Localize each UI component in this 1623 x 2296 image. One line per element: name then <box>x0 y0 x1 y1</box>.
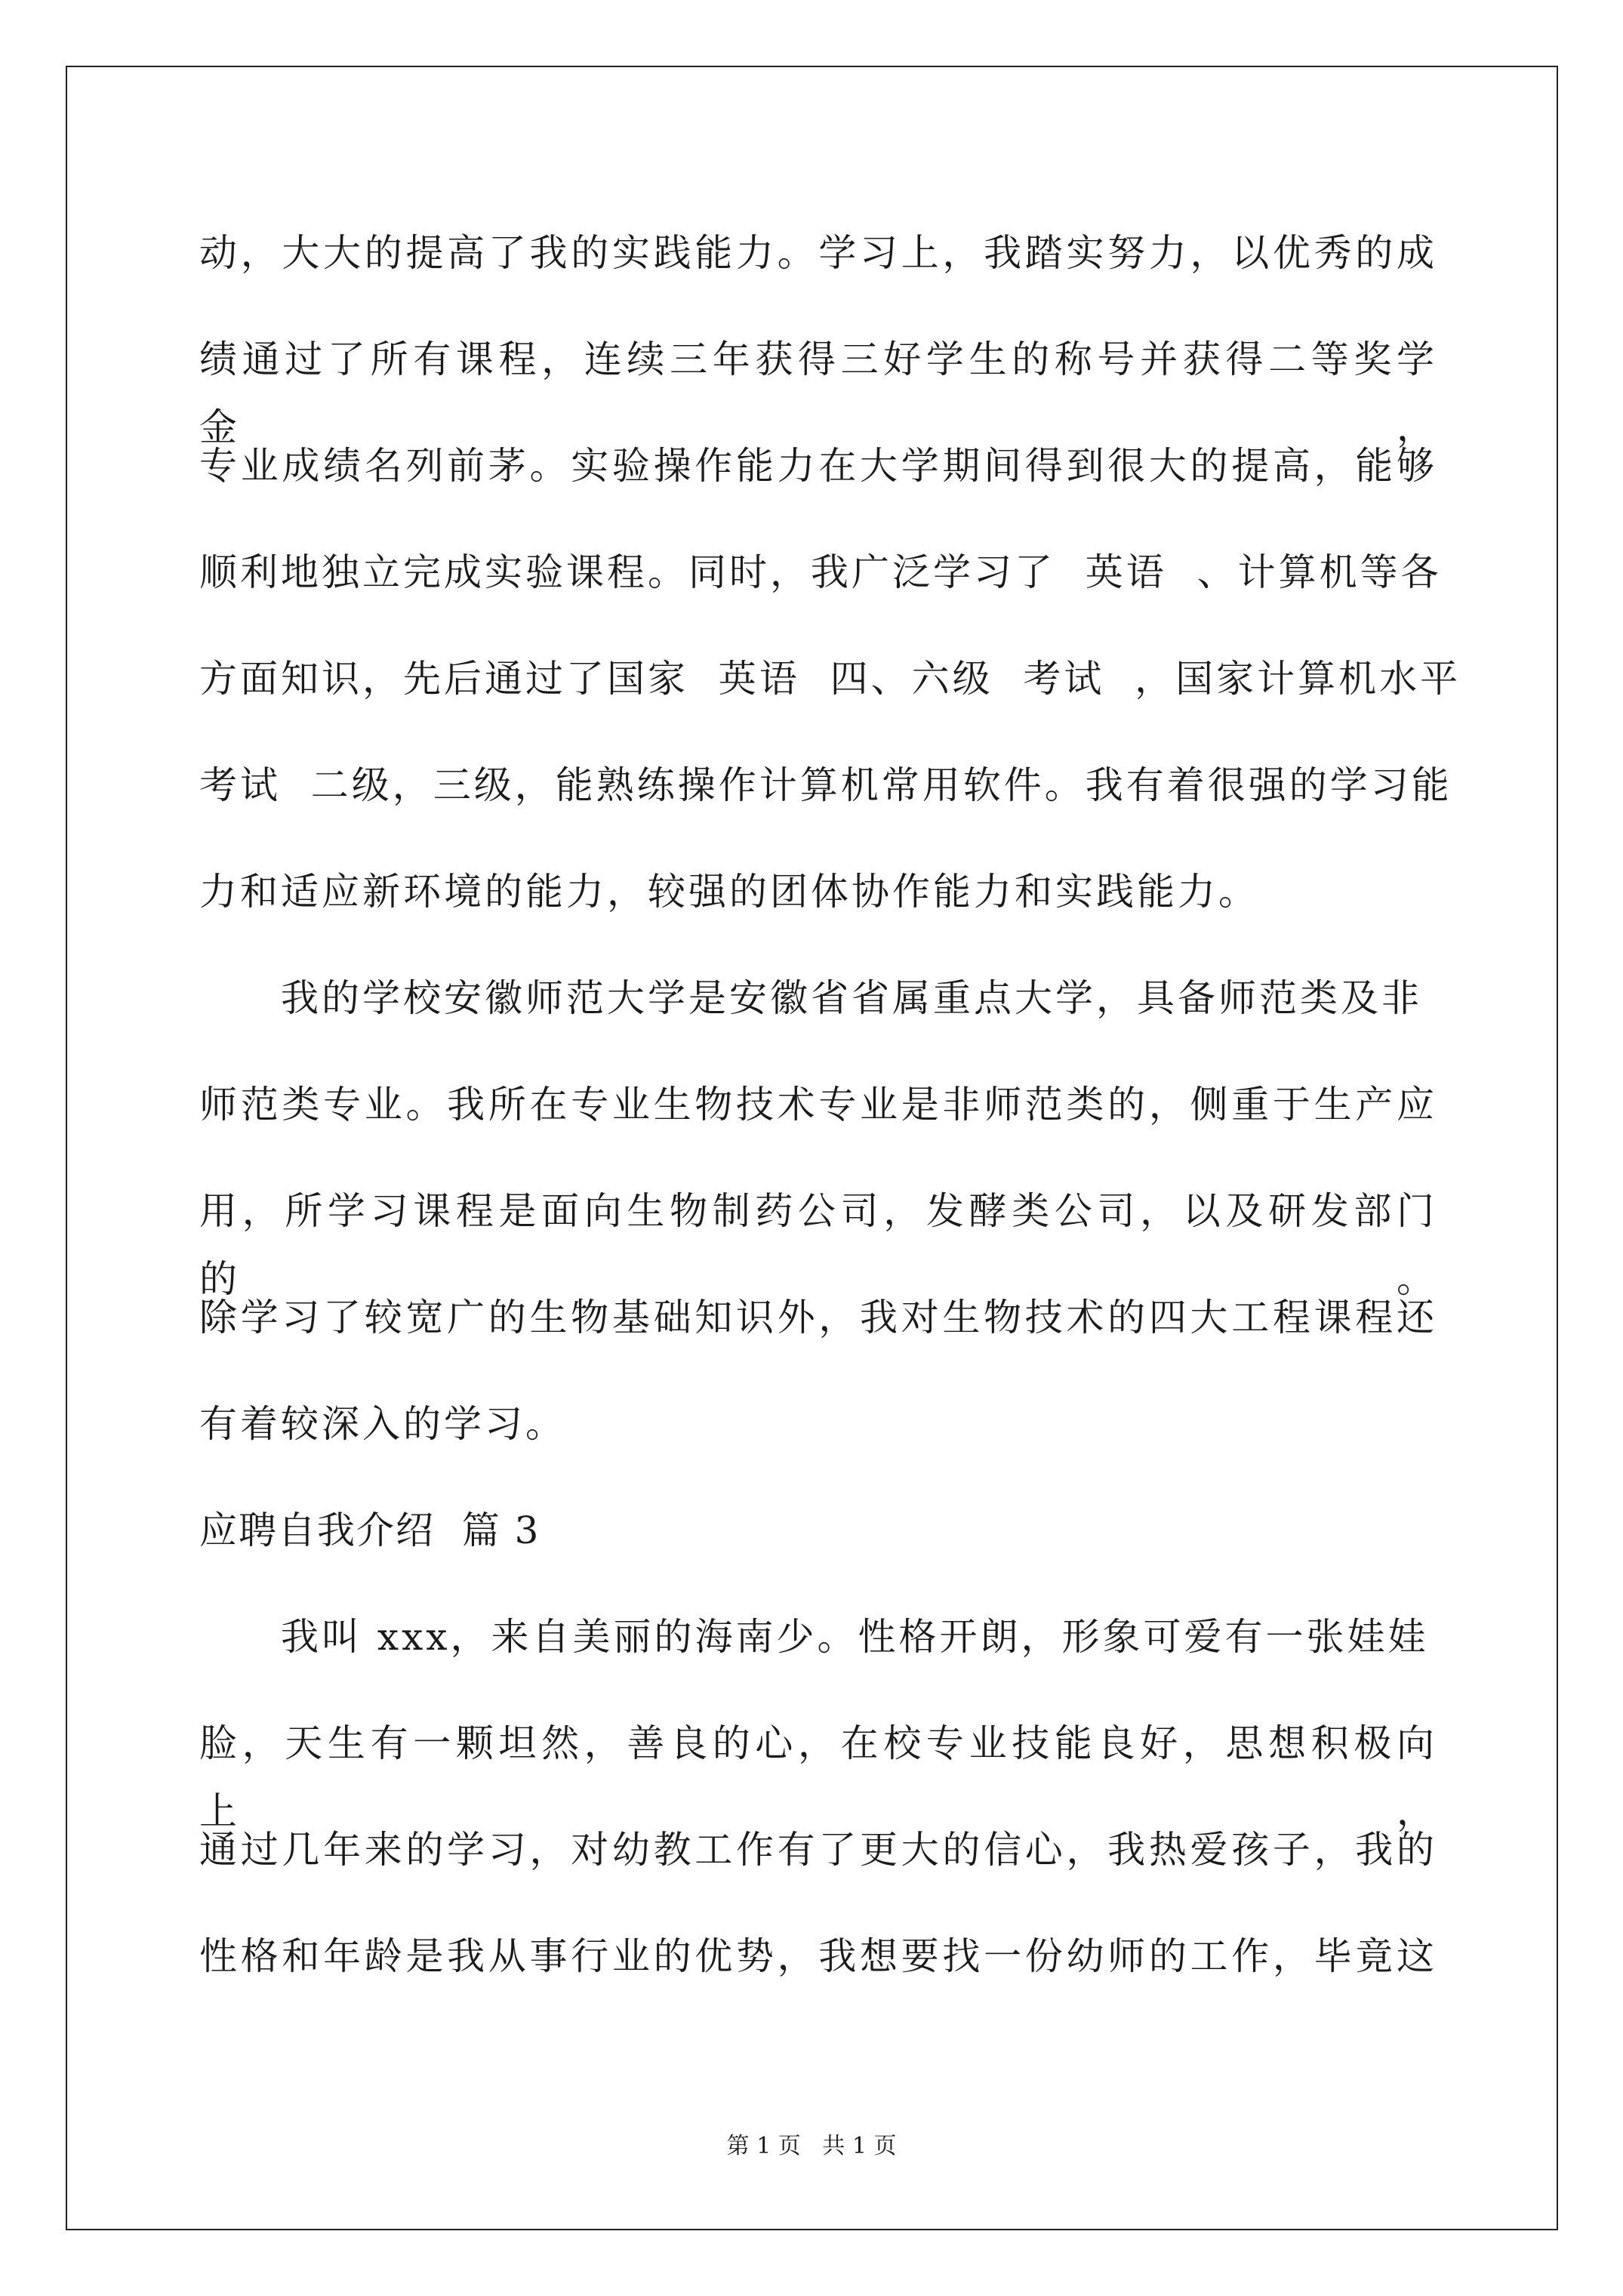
text-line: 通过几年来的学习，对幼教工作有了更大的信心，我热爱孩子，我的 <box>199 1828 1437 1872</box>
text-line: 绩通过了所有课程，连续三年获得三好学生的称号并获得二等奖学金， <box>199 337 1437 449</box>
document-body <box>199 219 1461 2029</box>
text-line: 力和适应新环境的能力，较强的团体协作能力和实践能力。 <box>199 870 1259 914</box>
text-line: 性格和年龄是我从事行业的优势，我想要找一份幼师的工作，毕竟这 <box>199 1934 1437 1978</box>
text-line: 顺利地独立完成实验课程。同时，我广泛学习了 英语 、计算机等各 <box>199 550 1442 594</box>
text-line: 方面知识，先后通过了国家 英语 四、六级 考试 ，国家计算机水平 <box>199 657 1461 701</box>
text-line: 除学习了较宽广的生物基础知识外，我对生物技术的四大工程课程还 <box>199 1296 1437 1339</box>
section-heading: 应聘自我介绍 篇 3 <box>199 1509 540 1552</box>
paragraph-first-line: 我叫 xxx，来自美丽的海南少。性格开朗，形象可爱有一张娃娃 <box>281 1615 1429 1659</box>
paragraph-first-line: 我的学校安徽师范大学是安徽省省属重点大学，具备师范类及非 <box>281 976 1422 1020</box>
text-line: 动，大大的提高了我的实践能力。学习上，我踏实努力，以优秀的成 <box>199 231 1437 275</box>
text-line: 脸，天生有一颗坦然，善良的心，在校专业技能良好，思想积极向上， <box>199 1721 1437 1833</box>
text-line: 师范类专业。我所在专业生物技术专业是非师范类的，侧重于生产应 <box>199 1083 1437 1126</box>
text-line: 考试 二级，三级，能熟练操作计算机常用软件。我有着很强的学习能 <box>199 763 1452 807</box>
page-footer: 第 1 页 共 1 页 <box>726 2133 897 2159</box>
text-line: 有着较深入的学习。 <box>199 1402 566 1446</box>
text-line: 专业成绩名列前茅。实验操作能力在大学期间得到很大的提高，能够 <box>199 444 1437 488</box>
text-line: 用，所学习课程是面向生物制药公司，发酵类公司，以及研发部门的。 <box>199 1189 1437 1301</box>
